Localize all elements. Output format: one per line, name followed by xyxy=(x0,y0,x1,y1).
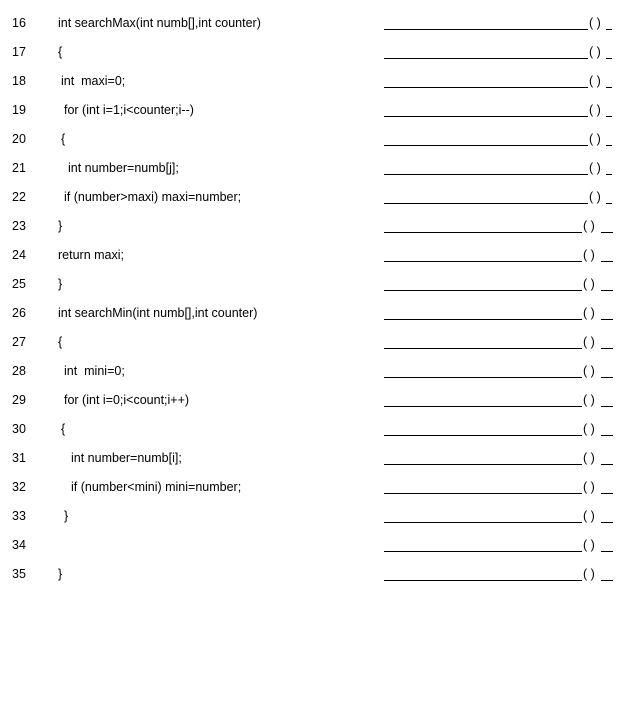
code-text: int searchMax(int numb[],int counter) xyxy=(58,16,261,30)
answer-tail-underline xyxy=(601,464,613,465)
line-number: 28 xyxy=(12,364,26,378)
line-number: 24 xyxy=(12,248,26,262)
answer-mark: ( ) xyxy=(583,422,595,436)
answer-underline xyxy=(384,232,582,233)
answer-underline xyxy=(384,203,588,204)
code-line-22 xyxy=(0,183,637,212)
code-text: int number=numb[i]; xyxy=(71,451,182,465)
answer-tail-underline xyxy=(601,290,613,291)
answer-blank[interactable] xyxy=(384,299,620,328)
code-line-17 xyxy=(0,38,637,67)
answer-mark: ( ) xyxy=(589,103,601,117)
answer-blank[interactable] xyxy=(384,560,620,589)
answer-tail-underline xyxy=(606,145,612,146)
answer-mark: ( ) xyxy=(583,277,595,291)
code-text: } xyxy=(58,567,63,581)
code-text: int mini=0; xyxy=(64,364,125,378)
answer-mark: ( ) xyxy=(589,16,601,30)
answer-mark: ( ) xyxy=(589,190,601,204)
answer-underline xyxy=(384,551,582,552)
code-line-33 xyxy=(0,502,637,531)
answer-underline xyxy=(384,348,582,349)
code-line-20 xyxy=(0,125,637,154)
answer-blank[interactable] xyxy=(384,415,620,444)
answer-blank[interactable] xyxy=(384,270,620,299)
answer-underline xyxy=(384,145,588,146)
answer-underline xyxy=(384,522,582,523)
code-line-18 xyxy=(0,67,637,96)
code-text: int searchMin(int numb[],int counter) xyxy=(58,306,258,320)
answer-blank[interactable] xyxy=(384,38,620,67)
code-text: if (number>maxi) maxi=number; xyxy=(64,190,242,204)
answer-underline xyxy=(384,435,582,436)
code-line-32 xyxy=(0,473,637,502)
answer-tail-underline xyxy=(606,174,612,175)
code-line-35 xyxy=(0,560,637,589)
answer-underline xyxy=(384,58,588,59)
answer-blank[interactable] xyxy=(384,241,620,270)
code-line-30 xyxy=(0,415,637,444)
answer-tail-underline xyxy=(601,435,613,436)
code-text: { xyxy=(61,422,66,436)
answer-underline xyxy=(384,580,582,581)
answer-mark: ( ) xyxy=(589,161,601,175)
code-text: { xyxy=(58,45,63,59)
answer-mark: ( ) xyxy=(583,335,595,349)
code-line-24 xyxy=(0,241,637,270)
answer-tail-underline xyxy=(606,116,612,117)
line-number: 22 xyxy=(12,190,26,204)
code-line-19 xyxy=(0,96,637,125)
answer-underline xyxy=(384,406,582,407)
answer-mark: ( ) xyxy=(583,538,595,552)
line-number: 27 xyxy=(12,335,26,349)
answer-blank[interactable] xyxy=(384,502,620,531)
code-line-16 xyxy=(0,9,637,38)
answer-tail-underline xyxy=(601,377,613,378)
answer-mark: ( ) xyxy=(589,74,601,88)
code-text: } xyxy=(58,277,63,291)
code-text: int number=numb[j]; xyxy=(68,161,179,175)
answer-mark: ( ) xyxy=(583,248,595,262)
code-line-23 xyxy=(0,212,637,241)
answer-tail-underline xyxy=(601,348,613,349)
answer-tail-underline xyxy=(601,406,613,407)
line-number: 25 xyxy=(12,277,26,291)
code-line-25 xyxy=(0,270,637,299)
code-text: if (number<mini) mini=number; xyxy=(71,480,242,494)
line-number: 29 xyxy=(12,393,26,407)
answer-tail-underline xyxy=(601,232,613,233)
answer-blank[interactable] xyxy=(384,125,620,154)
answer-mark: ( ) xyxy=(583,480,595,494)
code-text: for (int i=1;i<counter;i--) xyxy=(64,103,194,117)
code-line-31 xyxy=(0,444,637,473)
answer-blank[interactable] xyxy=(384,9,620,38)
line-number: 31 xyxy=(12,451,26,465)
line-number: 33 xyxy=(12,509,26,523)
code-line-21 xyxy=(0,154,637,183)
answer-mark: ( ) xyxy=(583,306,595,320)
answer-blank[interactable] xyxy=(384,154,620,183)
answer-underline xyxy=(384,87,588,88)
answer-blank[interactable] xyxy=(384,212,620,241)
code-worksheet xyxy=(0,9,637,589)
answer-blank[interactable] xyxy=(384,357,620,386)
answer-mark: ( ) xyxy=(583,451,595,465)
code-text: int maxi=0; xyxy=(61,74,126,88)
answer-tail-underline xyxy=(601,551,613,552)
answer-underline xyxy=(384,174,588,175)
code-text: { xyxy=(61,132,66,146)
answer-tail-underline xyxy=(606,87,612,88)
answer-underline xyxy=(384,29,588,30)
line-number: 21 xyxy=(12,161,26,175)
code-line-27 xyxy=(0,328,637,357)
answer-blank[interactable] xyxy=(384,386,620,415)
line-number: 17 xyxy=(12,45,26,59)
answer-blank[interactable] xyxy=(384,96,620,125)
answer-blank[interactable] xyxy=(384,444,620,473)
answer-tail-underline xyxy=(601,319,613,320)
answer-underline xyxy=(384,464,582,465)
code-text: for (int i=0;i<count;i++) xyxy=(64,393,190,407)
answer-tail-underline xyxy=(601,522,613,523)
answer-tail-underline xyxy=(606,58,612,59)
line-number: 23 xyxy=(12,219,26,233)
line-number: 32 xyxy=(12,480,26,494)
code-text: } xyxy=(58,219,63,233)
line-number: 19 xyxy=(12,103,26,117)
code-line-34 xyxy=(0,531,637,560)
code-line-26 xyxy=(0,299,637,328)
answer-tail-underline xyxy=(601,580,613,581)
code-text: { xyxy=(58,335,63,349)
code-text: } xyxy=(64,509,69,523)
code-line-28 xyxy=(0,357,637,386)
answer-tail-underline xyxy=(606,29,612,30)
answer-underline xyxy=(384,493,582,494)
answer-mark: ( ) xyxy=(583,364,595,378)
answer-mark: ( ) xyxy=(583,219,595,233)
answer-blank[interactable] xyxy=(384,328,620,357)
answer-mark: ( ) xyxy=(583,393,595,407)
line-number: 16 xyxy=(12,16,26,30)
answer-tail-underline xyxy=(601,493,613,494)
answer-underline xyxy=(384,319,582,320)
line-number: 20 xyxy=(12,132,26,146)
code-text: return maxi; xyxy=(58,248,124,262)
answer-underline xyxy=(384,290,582,291)
answer-underline xyxy=(384,261,582,262)
answer-mark: ( ) xyxy=(583,509,595,523)
answer-blank[interactable] xyxy=(384,67,620,96)
answer-mark: ( ) xyxy=(589,45,601,59)
answer-mark: ( ) xyxy=(583,567,595,581)
answer-tail-underline xyxy=(606,203,612,204)
answer-tail-underline xyxy=(601,261,613,262)
line-number: 26 xyxy=(12,306,26,320)
line-number: 30 xyxy=(12,422,26,436)
answer-underline xyxy=(384,116,588,117)
code-line-29 xyxy=(0,386,637,415)
line-number: 35 xyxy=(12,567,26,581)
answer-blank[interactable] xyxy=(384,183,620,212)
answer-underline xyxy=(384,377,582,378)
line-number: 18 xyxy=(12,74,26,88)
answer-blank[interactable] xyxy=(384,473,620,502)
line-number: 34 xyxy=(12,538,26,552)
answer-blank[interactable] xyxy=(384,531,620,560)
answer-mark: ( ) xyxy=(589,132,601,146)
